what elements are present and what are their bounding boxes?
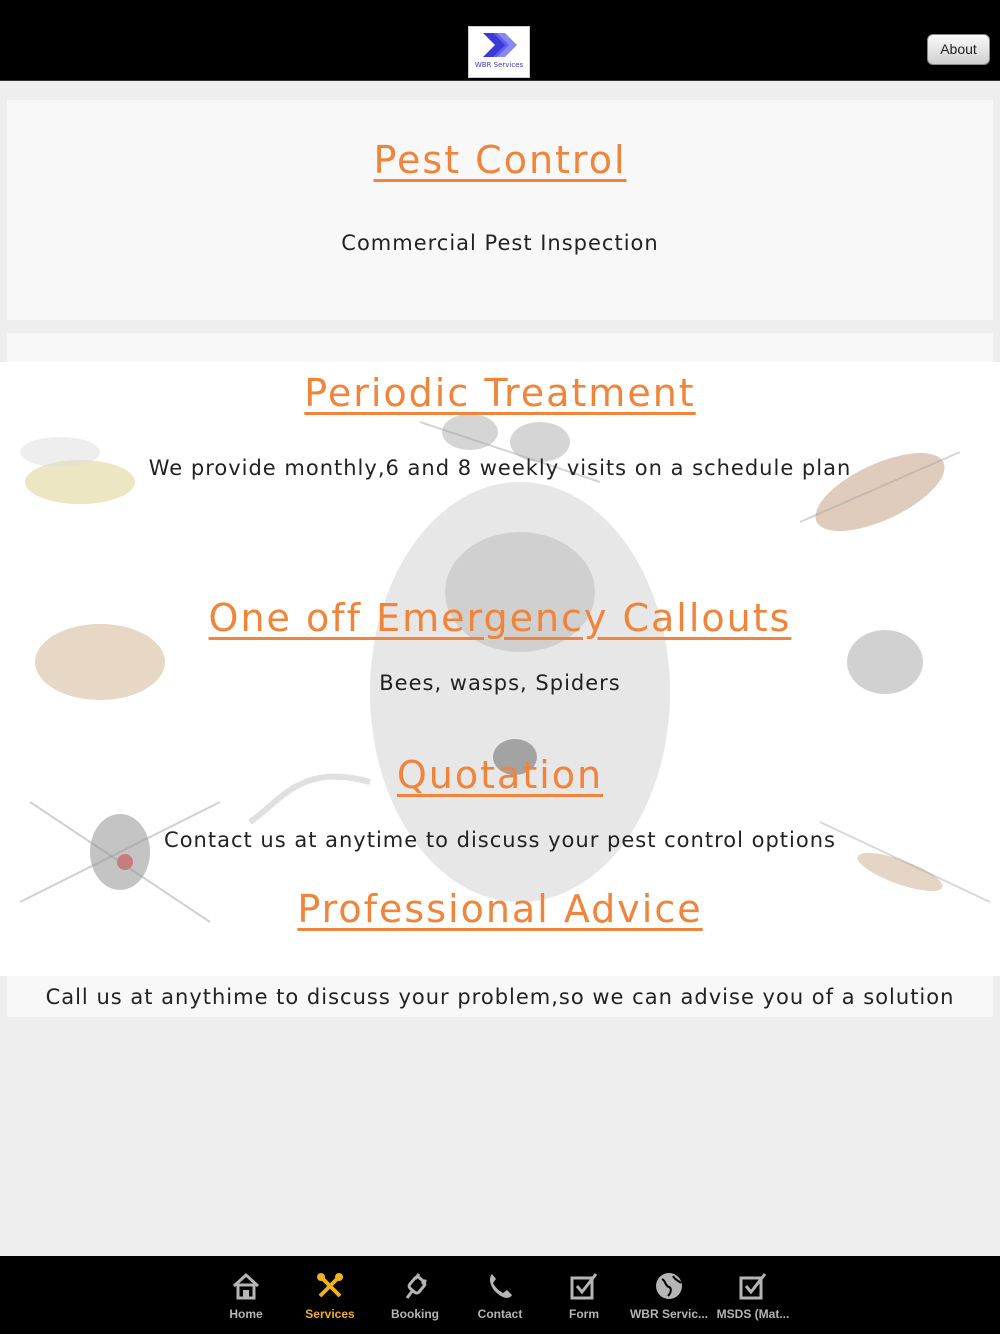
checkbox-icon [568,1270,600,1302]
tab-wbr-services-label: WBR Servic... [629,1307,709,1321]
about-button[interactable]: About [927,34,990,65]
globe-icon [653,1270,685,1302]
tab-msds-label: MSDS (Mat... [716,1307,790,1321]
section-desc-pest-control: Commercial Pest Inspection [341,231,659,255]
section-title-pest-control[interactable]: Pest Control [373,138,627,182]
tab-home-label: Home [229,1307,263,1321]
plug-icon [399,1270,431,1302]
section-desc-emergency-callouts: Bees, wasps, Spiders [379,671,621,695]
section-title-emergency-callouts[interactable]: One off Emergency Callouts [208,596,792,640]
tab-services[interactable] [288,1256,372,1334]
top-bar [0,0,1000,81]
pest-control-card [7,100,993,320]
tab-form-label: Form [569,1307,599,1321]
tab-services-label: Services [305,1307,355,1321]
tab-booking[interactable] [373,1256,457,1334]
logo [468,26,530,78]
checkbox-icon [737,1270,769,1302]
tab-wbr-services[interactable] [627,1256,711,1334]
tools-icon [314,1270,346,1302]
tab-form[interactable] [542,1256,626,1334]
home-icon [230,1270,262,1302]
tab-booking-label: Booking [391,1307,439,1321]
section-title-periodic-treatment[interactable]: Periodic Treatment [304,371,696,415]
section-title-professional-advice[interactable]: Professional Advice [297,887,703,931]
tab-contact[interactable] [458,1256,542,1334]
section-title-quotation[interactable]: Quotation [396,753,604,797]
section-desc-quotation: Contact us at anytime to discuss your pest control options [164,828,836,852]
tab-msds[interactable] [711,1256,795,1334]
logo-text: WBR Services [474,61,524,69]
tab-home[interactable] [204,1256,288,1334]
tab-contact-label: Contact [477,1307,523,1321]
bottom-tab-bar [0,1256,1000,1334]
phone-icon [484,1270,516,1302]
section-desc-professional-advice: Call us at anythime to discuss your problem,so we can advise you of a solution [45,985,955,1009]
section-desc-periodic-treatment: We provide monthly,6 and 8 weekly visits on a schedule plan [148,456,852,480]
